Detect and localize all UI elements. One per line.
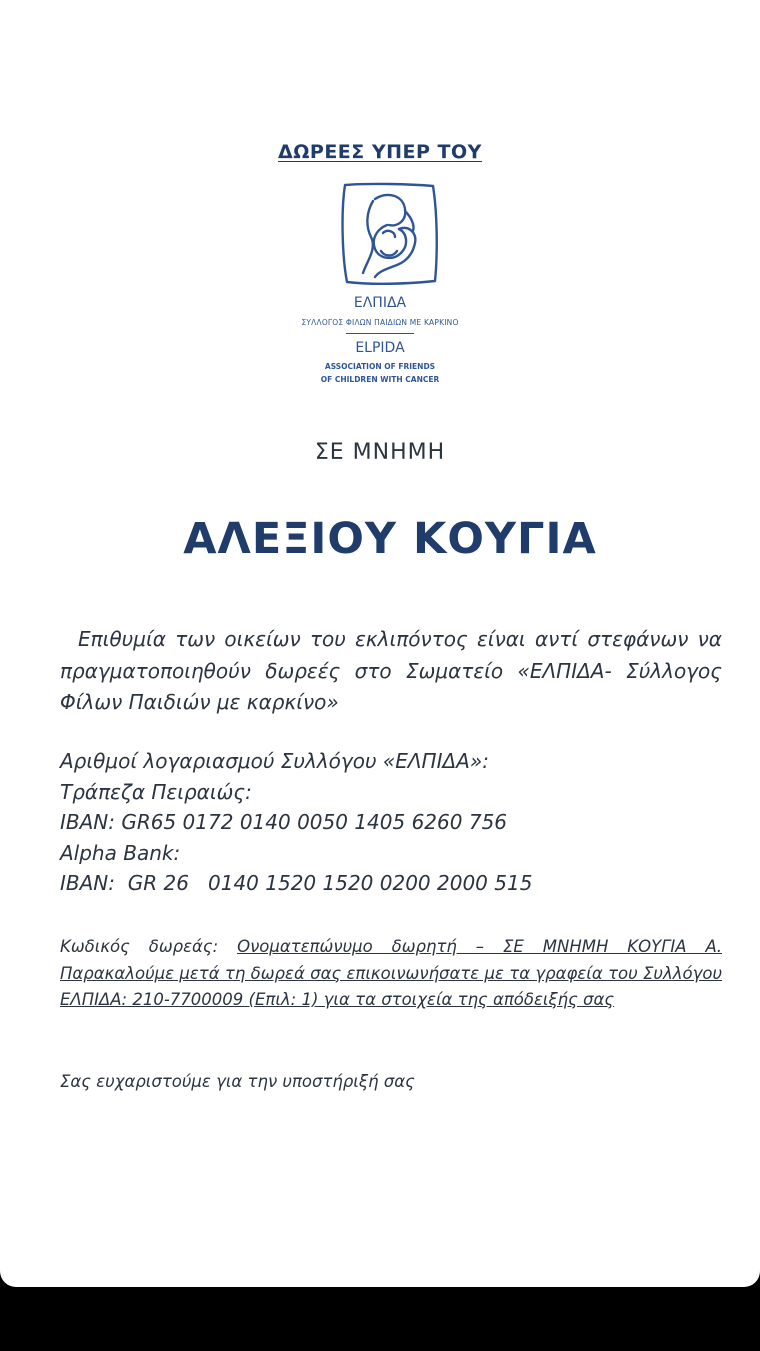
donation-instructions [60,934,722,1014]
logo-divider [346,333,414,334]
logo-latin-subtitle-line2: OF CHILDREN WITH CANCER [320,375,440,384]
thanks-note: Σας ευχαριστούμε για την υποστήριξή σας [60,1072,415,1091]
bottom-black-bar [0,1287,760,1351]
logo-greek-name: ΕΛΠΙΔΑ [353,295,407,311]
intro-paragraph: Επιθυμία των οικείων του εκλιπόντος είναι αντί στεφάνων να πραγματοποιηθούν δωρεές στο Σωματείο «ΕΛΠΙΔΑ- Σύλλογος Φίλων Παιδιών με καρκίνο» [60,627,722,714]
logo-latin-subtitle-line1: ASSOCIATION OF FRIENDS [324,362,436,371]
mother-and-child-icon [337,181,441,287]
bank1-iban: IBAN: GR65 0172 0140 0050 1405 6260 756 [60,810,508,834]
donation-contact-instructions: Παρακαλούμε μετά τη δωρεά σας επικοινωνήσατε με τα γραφεία του Συλλόγου ΕΛΠΙΔΑ: 210-7700009 (Επιλ: 1) για τα στοιχεία της απόδειξής σας [60,963,722,1009]
bank-accounts [60,746,722,899]
logo-latin-name: ELPIDA [355,340,405,356]
logo-greek-subtitle: ΣΥΛΛΟΓΟΣ ΦΙΛΩΝ ΠΑΙΔΙΩΝ ΜΕ ΚΑΡΚΙΝΟ [301,318,459,327]
donation-code-label: Κωδικός δωρεάς: [60,937,238,956]
deceased-name: ΑΛΕΞΙΟΥ ΚΟΥΓΙΑ [183,514,597,564]
bank2-name: Alpha Bank: [60,840,181,865]
accounts-heading: Αριθμοί λογαριασμού Συλλόγου «ΕΛΠΙΔΑ»: [60,749,489,773]
bank1-name: Τράπεζα Πειραιώς: [60,779,252,804]
donation-code-value: Ονοματεπώνυμο δωρητή – ΣΕ ΜΝΗΜΗ ΚΟΥΓΙΑ Α. [237,937,722,956]
bank2-iban: IBAN: GR 26 0140 1520 1520 0200 2000 515 [60,871,533,895]
memory-label: ΣΕ ΜΝΗΜΗ [314,440,446,465]
header-title-text: ΔΩΡΕΕΣ ΥΠΕΡ ΤΟΥ [278,141,482,163]
header-title [0,141,760,163]
